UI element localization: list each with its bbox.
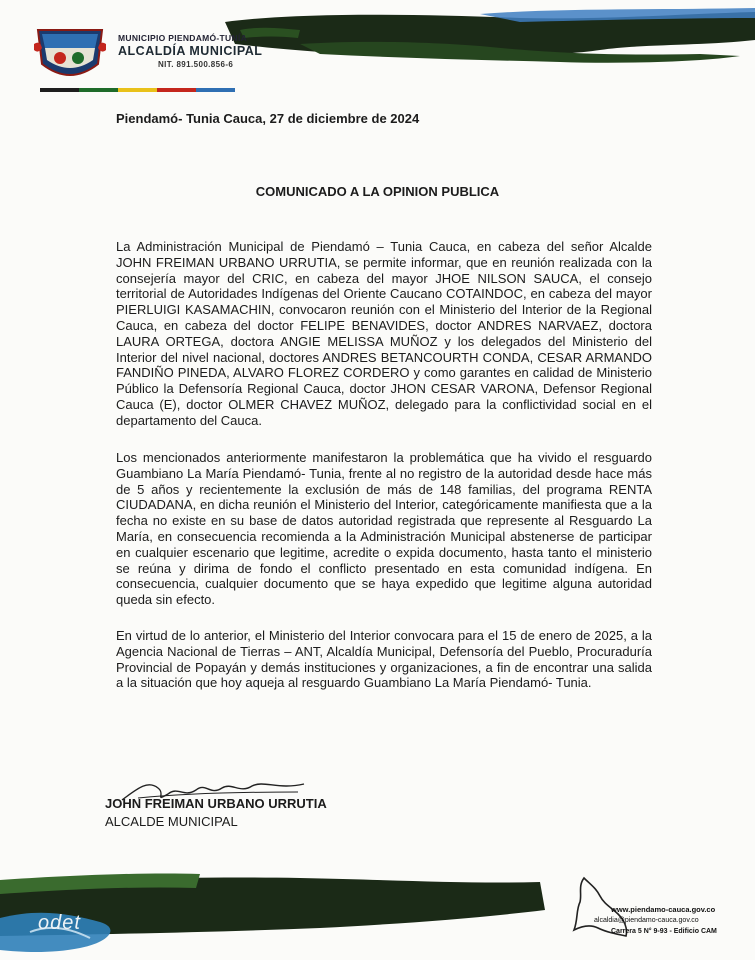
paragraph-1: La Administración Municipal de Piendamó – Tunia Cauca, en cabeza del señor Alcalde JOHN FREIMAN URBANO URRUTIA, se permite informar, que en reunión realizada con la consejería mayor del CRIC, en cabeza del mayor JHOE NILSON SAUCA, el consejo territorial de Autoridades Indígenas del Oriente Caucano COTAINDOC, en cabeza del mayor PIERLUIGI KASAMACHIN, convocaron reunión con el Ministerio del Interior de la Regional Cauca, en cabeza del doctor FELIPE BENAVIDES, doctor ANDRES NARVAEZ, doctora LAURA ORTEGA, doctora ANGIE MELISSA MUÑOZ y los delegados del Ministerio del Interior del nivel nacional, doctores ANDRES BETANCOURTH CONDA, CESAR ARMANDO FANDIÑO PINEDA, ALVARO FLOREZ CORDERO y como garantes en calidad de Ministerio Público la Defensoría Regional Cauca, doctor JHON CESAR VARONA, Defensor Regional Cauca (E), doctor OLMER CHAVEZ MUÑOZ, delegado para la conflictividad social en el departamento del Cauca. xyxy=(116,239,652,428)
signer-position: ALCALDE MUNICIPAL xyxy=(105,814,238,829)
flag-color-bar xyxy=(40,88,235,92)
letter-title: COMUNICADO A LA OPINION PUBLICA xyxy=(255,184,500,199)
footer-address: Carrera 5 N° 9-93 - Edificio CAM xyxy=(611,928,717,935)
mayoralty-name: ALCALDÍA MUNICIPAL xyxy=(118,44,263,58)
letter-date: Piendamó- Tunia Cauca, 27 de diciembre de 2024 xyxy=(116,111,420,126)
municipal-seal-icon xyxy=(34,24,106,82)
footer-website-link[interactable]: www.piendamo-cauca.gov.co xyxy=(611,905,716,914)
letterhead-brush-banner xyxy=(0,0,755,100)
paragraph-3: En virtud de lo anterior, el Ministerio del Interior convocara para el 15 de enero de 2025, a la Agencia Nacional de Tierras – ANT, Alcaldía Municipal, Defensoría del Pueblo, Procuraduría Provincial de Popayán y demás instituciones y organizaciones, a fin de encontrar una salida a la situación que hoy aqueja al resguardo Guambiano La María Piendamó- Tunia. xyxy=(116,628,652,691)
footer-logo-mark: odet xyxy=(38,912,81,934)
paragraph-2: Los mencionados anteriormente manifestaron la problemática que ha vivido el resguardo Guambiano La María Piendamó- Tunia, frente al no registro de la autoridad desde hace más de 5 años y recientemente la exclusión de más de 148 familias, del programa RENTA CIUDADANA, en dicha reunión el Ministerio del Interior, categóricamente manifiesta que a la fecha no existe en su base de datos autoridad registrada que represente al Resguardo La María, en consecuencia recomienda a la Administración Municipal abstenerse de participar en cualquier escenario que legitime, acredite o expida documento, hasta tanto el ministerio se reúna y dirima de fondo el conflicto presentado en esta comunidad indígena. En consecuencia, cualquier documento que se haya expedido que legitime alguna autoridad queda sin efecto. xyxy=(116,450,652,608)
municipality-name: MUNICIPIO PIENDAMÓ-TUNÍA xyxy=(118,33,248,43)
signer-name: JOHN FREIMAN URBANO URRUTIA xyxy=(105,796,327,811)
letterhead xyxy=(0,0,755,100)
nit-number: NIT. 891.500.856-6 xyxy=(158,60,234,69)
footer-email-link[interactable]: alcaldia@piendamo-cauca.gov.co xyxy=(594,917,699,924)
